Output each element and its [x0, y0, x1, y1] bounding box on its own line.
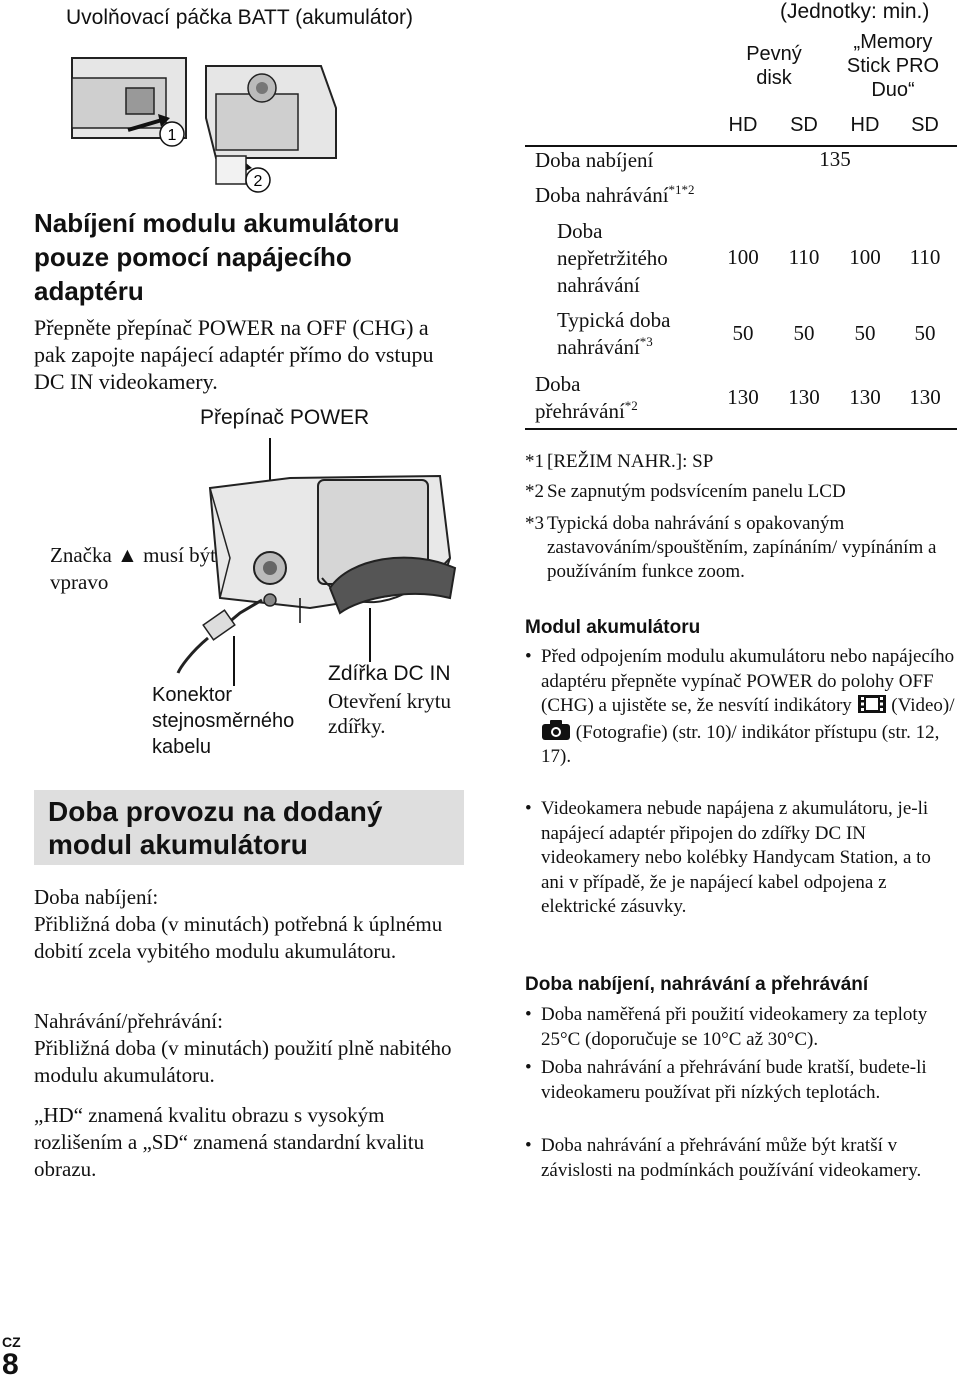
footnote-text: Se zapnutým podsvícením panelu LCD: [547, 481, 846, 502]
list-item: [525, 1056, 955, 1130]
mark-orientation-note: Značka ▲ musí být vpravo: [50, 543, 217, 594]
list-item: [525, 1003, 955, 1053]
table-cell-charge: 135: [819, 147, 851, 171]
rec-play-definition: [34, 1008, 474, 1089]
bullet-dot: •: [525, 1057, 532, 1078]
table-bottom-rule: [525, 428, 957, 430]
column-header-memory-stick: „Memory Stick PRO Duo“: [846, 31, 940, 101]
subcolumn-header: SD: [790, 114, 818, 136]
table-cell: 130: [849, 385, 881, 409]
table-cell: 50: [854, 321, 876, 345]
subcolumn-header: HD: [850, 114, 880, 136]
row-label-playback: [535, 371, 685, 425]
charge-instructions: Přepněte přepínač POWER na OFF (CHG) a pak zapojte napájecí adaptér přímo do vstupu DC IN videokamery.: [34, 315, 434, 394]
step-1-number: 1: [167, 127, 177, 144]
bullet-text-part: (Video)/: [891, 695, 955, 717]
bullet-dot: •: [525, 1004, 532, 1025]
battery-release-caption: Uvolňovací páčka BATT (akumulátor): [66, 6, 414, 29]
bullet-dot: •: [525, 646, 532, 667]
rec-play-description: Přibližná doba (v minutách) použití plně nabitého modulu akumulátoru.: [34, 1036, 452, 1087]
charge-time-description: Přibližná doba (v minutách) potřebná k úplnému dobití zcela vybitého modulu akumulátoru.: [34, 912, 443, 963]
bullet-text: Doba nahrávání a přehrávání bude kratší, budete-li videokameru používat při nízkých teplotách.: [541, 1057, 927, 1103]
bullet-dot: •: [525, 1135, 532, 1156]
hd-sd-note: „HD“ znamená kvalitu obrazu s vysokým rozlišením a „SD“ znamená standardní kvalitu obrazu.: [34, 1103, 425, 1181]
recording-footnote-marks: *1*2: [668, 182, 695, 197]
footnote-mark: *2: [525, 481, 544, 502]
bullet-text-part: Před odpojením modulu akumulátoru nebo napájecího adaptéru přepněte vypínač POWER do polohy OFF (CHG) a ujistěte se, že nesvítí indikátory: [541, 646, 955, 717]
bullet-text: [541, 645, 955, 770]
photo-mode-icon: [541, 719, 571, 741]
bullet-text: Videokamera nebude napájena z akumulátoru, je-li napájecí adaptér připojen do zdířky DC IN videokamery nebo kolébky Handycam Station, a to ani v případě, že je napájecí kabel odpojena z elektrické zásuvky.: [541, 798, 931, 918]
list-item: [525, 1134, 955, 1208]
playback-label-text: Doba přehrávání: [535, 372, 625, 423]
power-switch-label: Přepínač POWER: [200, 406, 370, 429]
page-language-code: CZ: [2, 1334, 21, 1350]
step-2-number: 2: [253, 173, 263, 190]
rec-play-term: Nahrávání/přehrávání:: [34, 1009, 223, 1033]
jack-cover-label: Otevření krytu zdířky.: [328, 689, 452, 738]
battery-release-illustration: [66, 48, 346, 198]
footnote-3: [525, 512, 955, 584]
row-label-recording: [535, 182, 695, 209]
bullet-text: Doba naměřená při použití videokamery za teploty 25°C (doporučuje se 10°C až 30°C).: [541, 1004, 928, 1050]
typical-footnote-mark: *3: [639, 334, 653, 349]
table-cell: 130: [909, 385, 941, 409]
dc-in-jack-label: Zdířka DC IN: [328, 662, 451, 685]
charge-time-definition: [34, 884, 474, 965]
table-cell: 130: [727, 385, 759, 409]
column-header-fixed-disk: Pevný disk: [746, 43, 802, 89]
table-units: (Jednotky: min.): [780, 0, 930, 23]
recording-label-text: Doba nahrávání: [535, 183, 669, 207]
bullet-text: Doba nahrávání a přehrávání může být kratší v závislosti na podmínkách používání videokamery.: [541, 1135, 922, 1181]
bullet-dot: •: [525, 798, 532, 819]
footnote-mark: *3: [525, 513, 544, 534]
typical-label-text: Typická doba nahrávání: [557, 308, 671, 359]
table-cell: 100: [727, 245, 759, 269]
footnote-text: Typická doba nahrávání s opakovaným zastavováním/spouštěním, zapínáním/ vypínáním a používáním funkce zoom.: [547, 513, 937, 582]
dc-cable-connector-label: Konektor stejnosměrného kabelu: [152, 684, 295, 758]
footnote-text: [REŽIM NAHR.]: SP: [547, 451, 714, 472]
section-title: Doba provozu na dodaný modul akumulátoru: [48, 796, 383, 860]
table-cell: 50: [793, 321, 815, 345]
table-cell: 50: [732, 321, 754, 345]
list-item: [525, 645, 955, 795]
video-mode-icon: [857, 694, 887, 714]
subcolumn-header: HD: [728, 114, 758, 136]
subcolumn-header: SD: [911, 114, 939, 136]
table-cell: 110: [788, 245, 820, 269]
table-cell: 50: [914, 321, 936, 345]
row-label-typical: [557, 307, 707, 361]
charge-time-term: Doba nabíjení:: [34, 885, 159, 909]
table-cell: 130: [788, 385, 820, 409]
row-label-continuous: Doba nepřetržitého nahrávání: [557, 219, 668, 297]
list-item: [525, 797, 955, 945]
footnote-1: [525, 450, 955, 474]
playback-footnote-mark: *2: [624, 398, 638, 413]
row-label-charge: Doba nabíjení: [535, 148, 654, 172]
footnote-mark: *1: [525, 451, 544, 472]
table-cell: 100: [849, 245, 881, 269]
battery-section-heading: Modul akumulátoru: [525, 617, 701, 638]
charge-heading: Nabíjení modulu akumulátoru pouze pomocí napájecího adaptéru: [34, 208, 400, 306]
footnote-2: [525, 480, 955, 504]
table-cell: 110: [909, 245, 941, 269]
bullet-text-part: (Fotografie) (str. 10)/ indikátor přístupu (str. 12, 17).: [541, 721, 940, 768]
times-section-heading: Doba nabíjení, nahrávání a přehrávání: [525, 974, 869, 995]
page-number: 8: [2, 1348, 19, 1381]
